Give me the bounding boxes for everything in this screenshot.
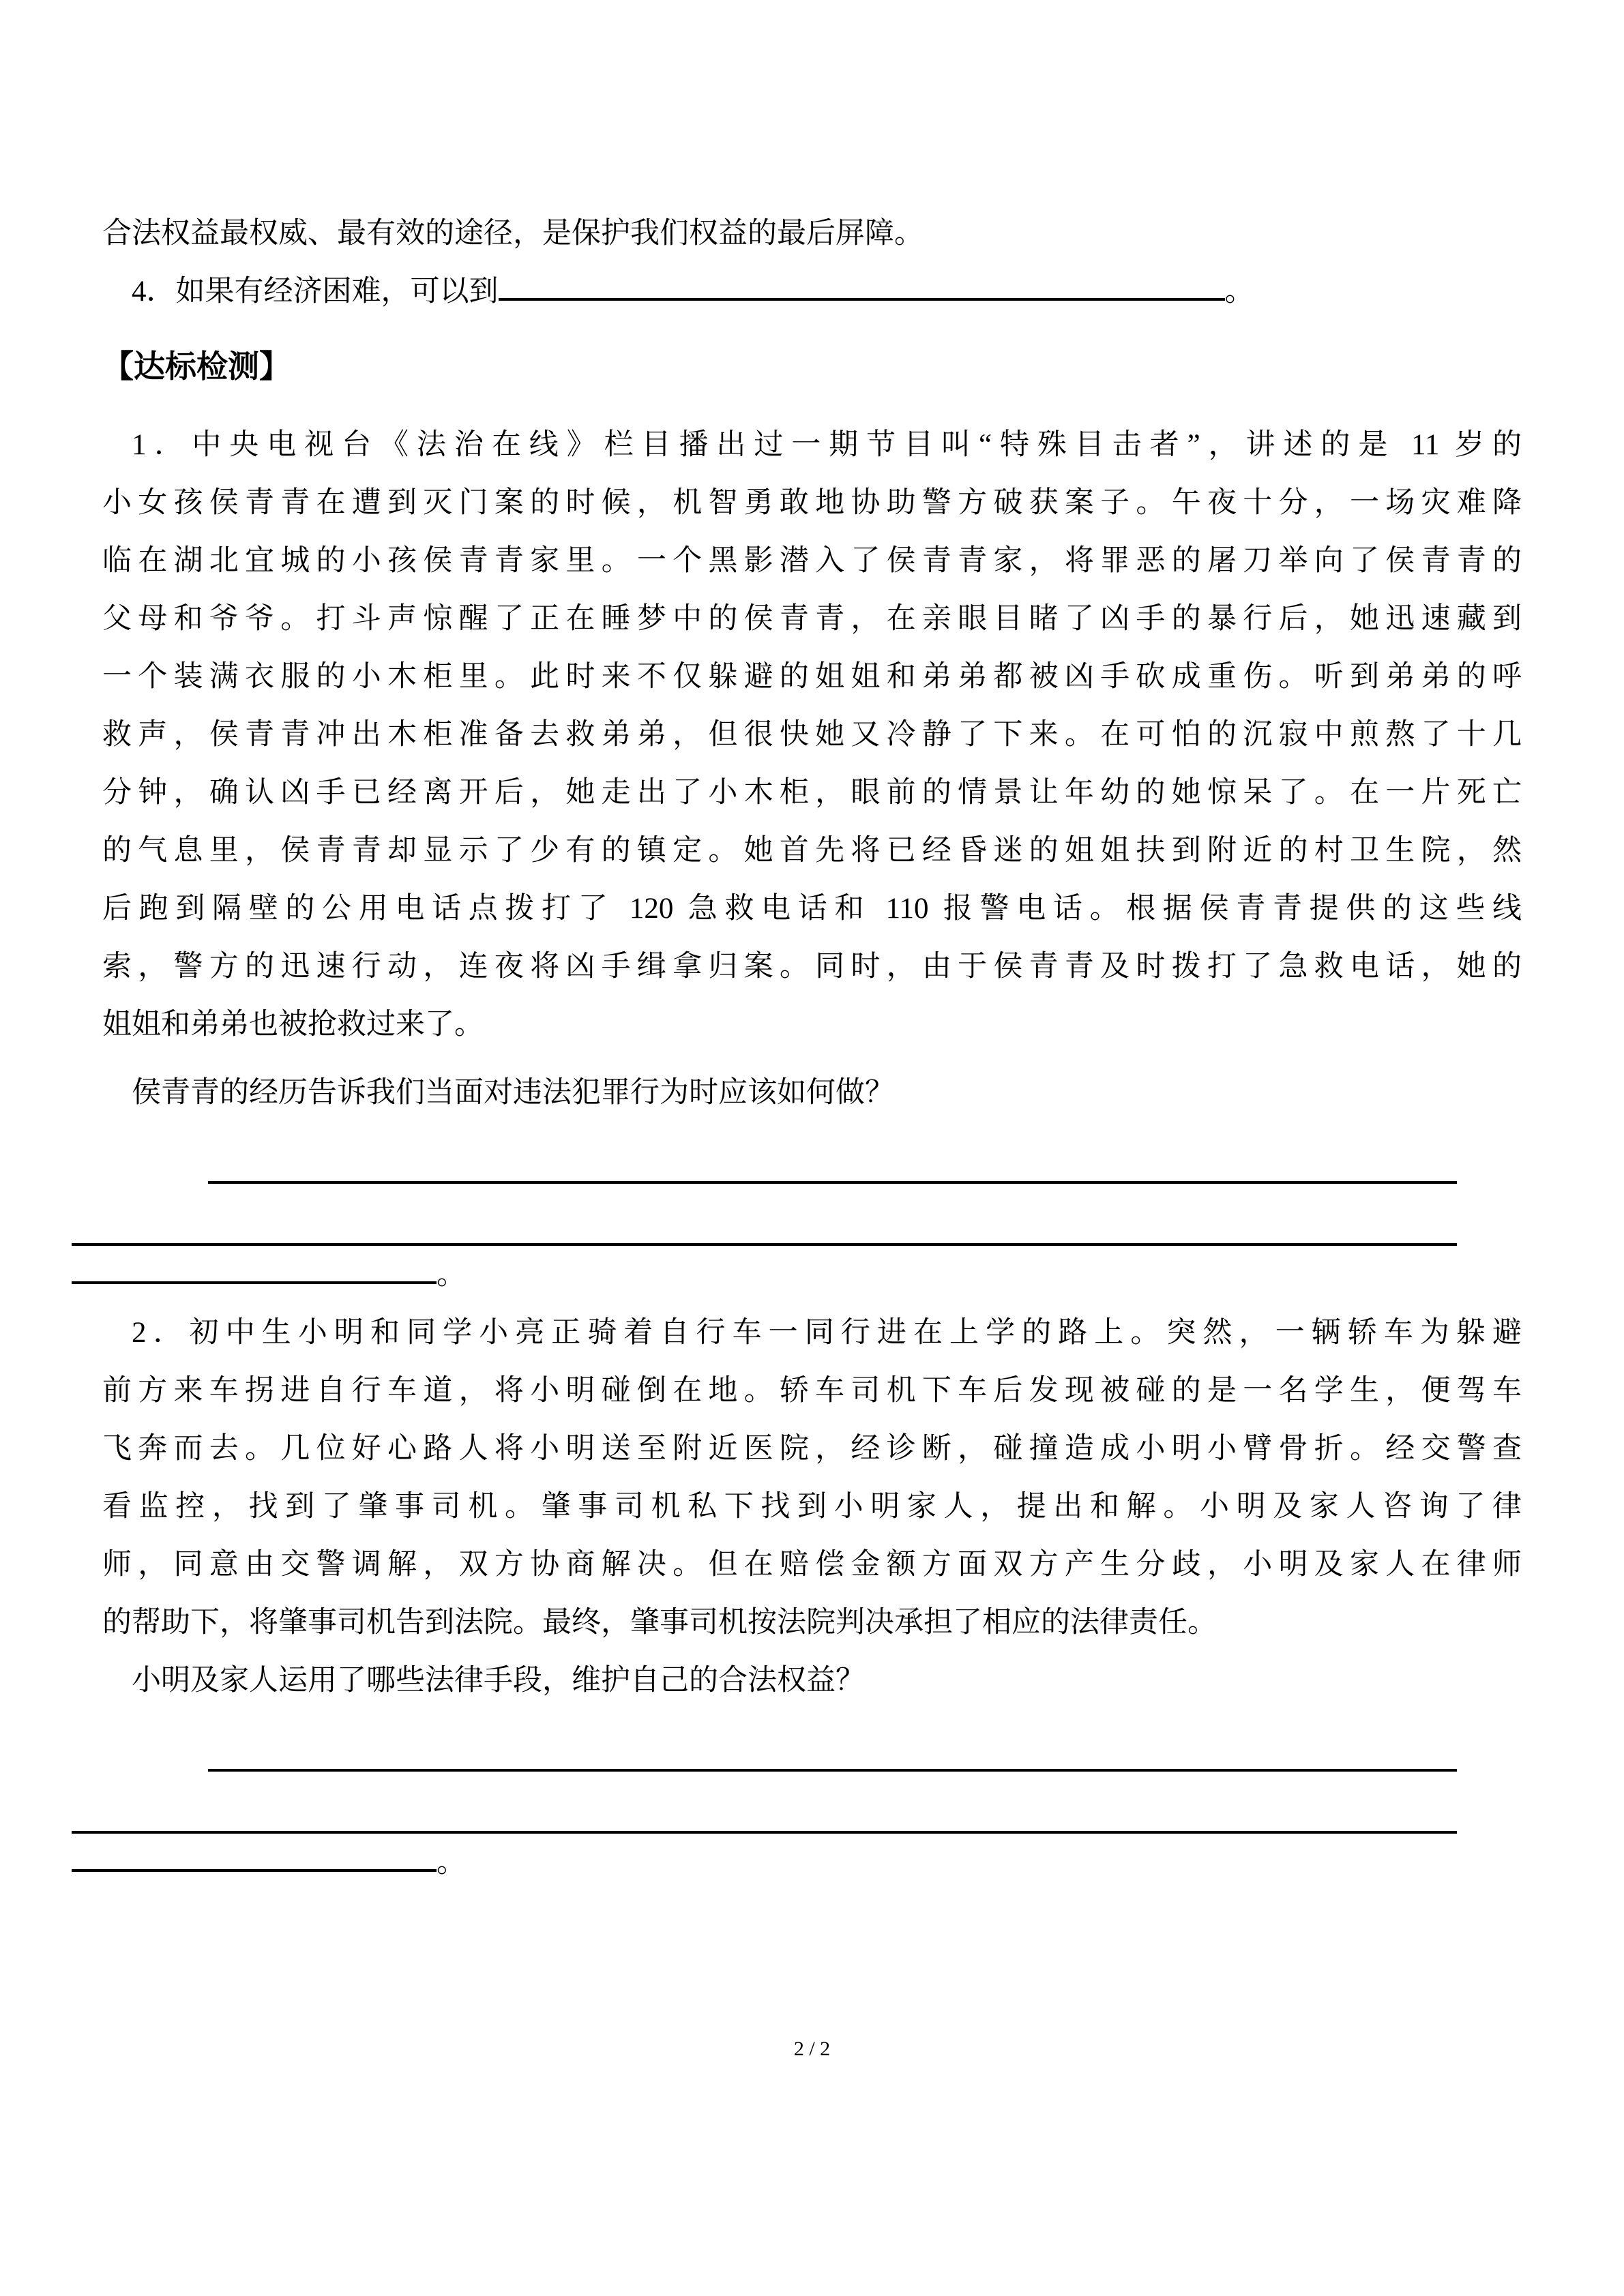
paragraph-line: 的帮助下，将肇事司机告到法院。最终，肇事司机按法院判决承担了相应的法律责任。 — [102, 1607, 1217, 1639]
paragraph-line: 分钟，确认凶手已经离开后，她走出了小木柜，眼前的情景让年幼的她惊呆了。在一片死亡 — [102, 777, 1522, 809]
answer-blank-line[interactable] — [72, 1252, 437, 1284]
paragraph-line: 救声，侯青青冲出木柜准备去救弟弟，但很快她又冷静了下来。在可怕的沉寂中煎熬了十几 — [102, 719, 1522, 751]
paragraph-line: 小女孩侯青青在遭到灭门案的时候，机智勇敢地协助警方破获案子。午夜十分，一场灾难降 — [102, 487, 1522, 519]
fill-in-item-4-text: 4．如果有经济困难，可以到 — [132, 275, 499, 308]
answer-blank-line[interactable] — [72, 1840, 437, 1872]
paragraph-line: 后跑到隔壁的公用电话点拨打了 120 急救电话和 110 报警电话。根据侯青青提供的这些线 — [102, 893, 1522, 925]
fill-in-item-4 — [102, 263, 1522, 320]
paragraph-line: 1．中央电视台《法治在线》栏目播出过一期节目叫“特殊目击者”，讲述的是 11 岁的 — [132, 429, 1522, 461]
answer-blank-short — [72, 1246, 1522, 1304]
paragraph-line: 看监控，找到了肇事司机。肇事司机私下找到小明家人，提出和解。小明及家人咨询了律 — [102, 1491, 1522, 1523]
answer-blank-short — [72, 1834, 1522, 1892]
exercise-2-question: 小明及家人运用了哪些法律手段，维护自己的合法权益？ — [132, 1665, 865, 1697]
paragraph-line: 的气息里，侯青青却显示了少有的镇定。她首先将已经昏迷的姐姐扶到附近的村卫生院，然 — [102, 835, 1522, 867]
answer-blank-line[interactable] — [72, 1184, 1457, 1246]
intro-continuation-line: 合法权益最权威、最有效的途径，是保护我们权益的最后屏障。 — [102, 218, 924, 250]
answer-period: 。 — [437, 1847, 466, 1879]
answer-blank-line[interactable] — [208, 1122, 1457, 1184]
paragraph-line: 父母和爷爷。打斗声惊醒了正在睡梦中的侯青青，在亲眼目睹了凶手的暴行后，她迅速藏到 — [102, 603, 1522, 635]
paragraph-line: 师，同意由交警调解，双方协商解决。但在赔偿金额方面双方产生分歧，小明及家人在律师 — [102, 1549, 1522, 1581]
paragraph-line: 临在湖北宜城的小孩侯青青家里。一个黑影潜入了侯青青家，将罪恶的屠刀举向了侯青青的 — [102, 545, 1522, 577]
exercise-1-question: 侯青青的经历告诉我们当面对违法犯罪行为时应该如何做？ — [132, 1077, 894, 1109]
answer-blank-line[interactable] — [208, 1710, 1457, 1772]
paragraph-line: 前方来车拐进自行车道，将小明碰倒在地。轿车司机下车后发现被碰的是一名学生，便驾车 — [102, 1375, 1522, 1407]
exercise-1-paragraph — [102, 416, 1522, 1054]
exercise-2-paragraph — [102, 1304, 1522, 1652]
paragraph-line: 索，警方的迅速行动，连夜将凶手缉拿归案。同时，由于侯青青及时拨打了急救电话，她的 — [102, 951, 1522, 983]
answer-period: 。 — [437, 1259, 466, 1291]
paragraph-line: 飞奔而去。几位好心路人将小明送至附近医院，经诊断，碰撞造成小明小臂骨折。经交警查 — [102, 1433, 1522, 1465]
answer-blank-line[interactable] — [72, 1772, 1457, 1834]
paragraph-line: 姐姐和弟弟也被抢救过来了。 — [102, 1009, 484, 1041]
fill-in-blank-line[interactable] — [499, 269, 1225, 301]
paragraph-line: 2．初中生小明和同学小亮正骑着自行车一同行进在上学的路上。突然，一辆轿车为躲避 — [132, 1317, 1522, 1349]
section-title: 【达标检测】 — [102, 349, 291, 384]
paragraph-line: 一个装满衣服的小木柜里。此时来不仅躲避的姐姐和弟弟都被凶手砍成重伤。听到弟弟的呼 — [102, 661, 1522, 693]
page-number-footer: 2 / 2 — [793, 2038, 831, 2060]
fill-in-item-4-period: 。 — [1224, 275, 1254, 308]
